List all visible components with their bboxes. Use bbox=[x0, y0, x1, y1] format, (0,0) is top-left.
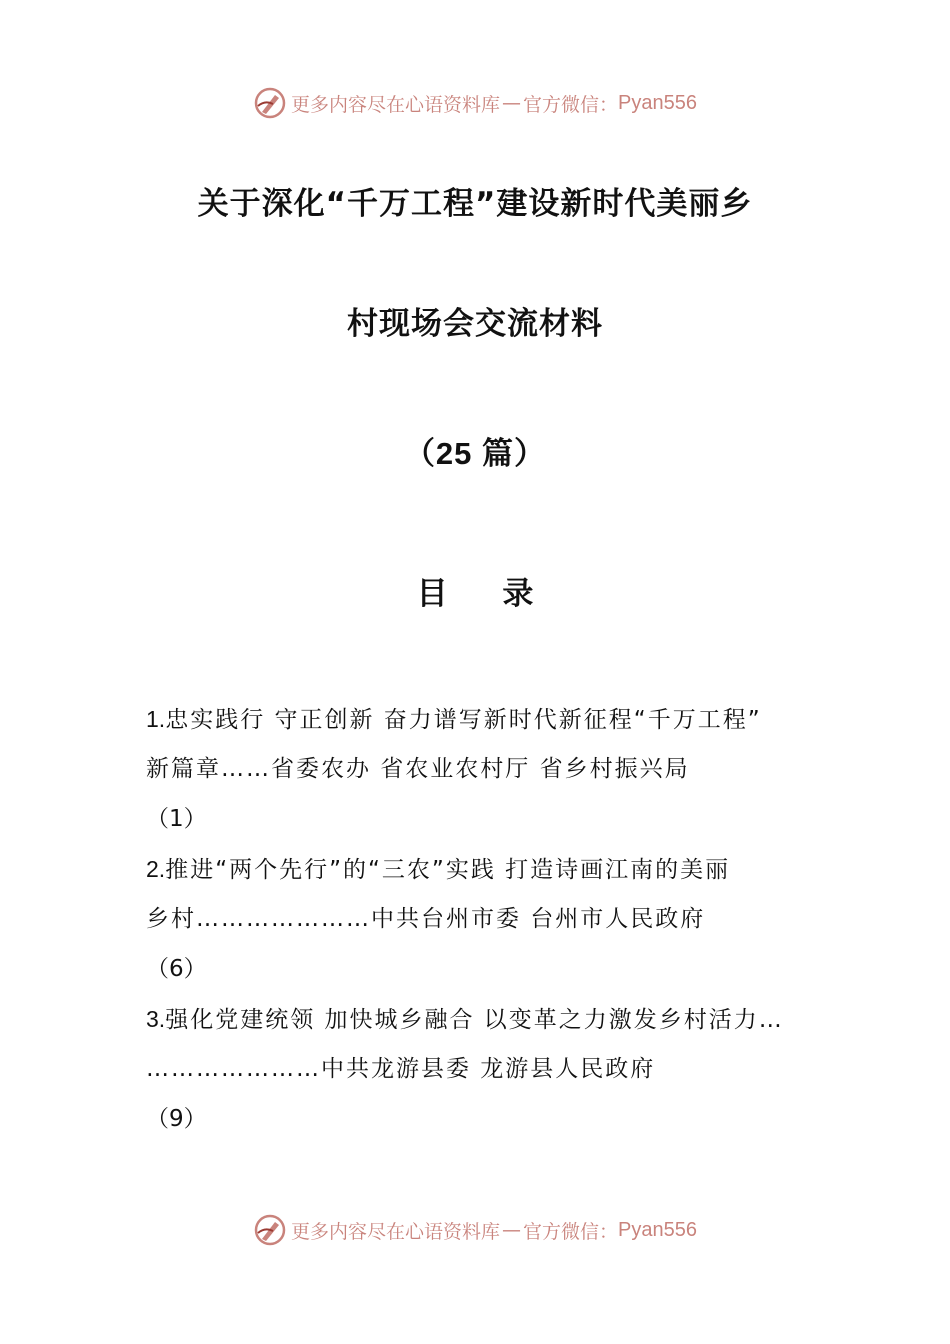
toc-entry-title: 推进“两个先行”的“三农”实践 打造诗画江南的美丽 bbox=[165, 857, 731, 883]
toc-entry-1[interactable] bbox=[146, 700, 816, 850]
toc-entry-line-2: 新篇章……省委农办 省农业农村厅 省乡村振兴局 bbox=[146, 756, 690, 782]
toc-entry-3[interactable] bbox=[146, 1000, 816, 1150]
watermark-text: 更多内容尽在心语资料库 bbox=[291, 93, 501, 116]
table-of-contents bbox=[146, 700, 816, 1150]
watermark-wechat-label: 官方微信： bbox=[523, 93, 619, 116]
toc-entry-number: 3. bbox=[146, 1006, 166, 1032]
header-watermark bbox=[0, 86, 950, 120]
footer-watermark bbox=[0, 1213, 950, 1247]
toc-entry-page: （9） bbox=[146, 1106, 207, 1132]
toc-entry-line-1 bbox=[146, 700, 816, 750]
watermark-wechat-label: 官方微信： bbox=[523, 1220, 619, 1243]
pen-logo-icon bbox=[253, 86, 287, 120]
toc-entry-number: 1. bbox=[146, 706, 166, 732]
toc-entry-page: （6） bbox=[146, 956, 207, 982]
toc-entry-2[interactable] bbox=[146, 850, 816, 1000]
toc-entry-title: 忠实践行 守正创新 奋力谱写新时代新征程“千万工程” bbox=[165, 707, 762, 733]
toc-entry-line-1 bbox=[146, 850, 816, 900]
toc-entry-title: 强化党建统领 加快城乡融合 以变革之力激发乡村活力… bbox=[165, 1007, 784, 1033]
toc-heading: 目 录 bbox=[416, 576, 556, 612]
watermark-text: 更多内容尽在心语资料库 bbox=[291, 1220, 501, 1243]
toc-entry-number: 2. bbox=[146, 856, 166, 882]
watermark-dash: — bbox=[502, 92, 522, 114]
watermark-wechat-id: Pyan556 bbox=[618, 1218, 697, 1241]
document-article-count: （25 篇） bbox=[403, 436, 547, 471]
document-title-line-1: 关于深化“千万工程”建设新时代美丽乡 bbox=[197, 186, 753, 222]
pen-logo-icon bbox=[253, 1213, 287, 1247]
toc-entry-line-2: …………………中共龙游县委 龙游县人民政府 bbox=[146, 1056, 656, 1082]
document-title-line-2: 村现场会交流材料 bbox=[347, 306, 603, 342]
toc-entry-page: （1） bbox=[146, 806, 207, 832]
watermark-wechat-id: Pyan556 bbox=[618, 91, 697, 114]
toc-entry-line-2: 乡村…………………中共台州市委 台州市人民政府 bbox=[146, 906, 706, 932]
toc-entry-line-1 bbox=[146, 1000, 816, 1050]
watermark-dash: — bbox=[502, 1219, 522, 1241]
